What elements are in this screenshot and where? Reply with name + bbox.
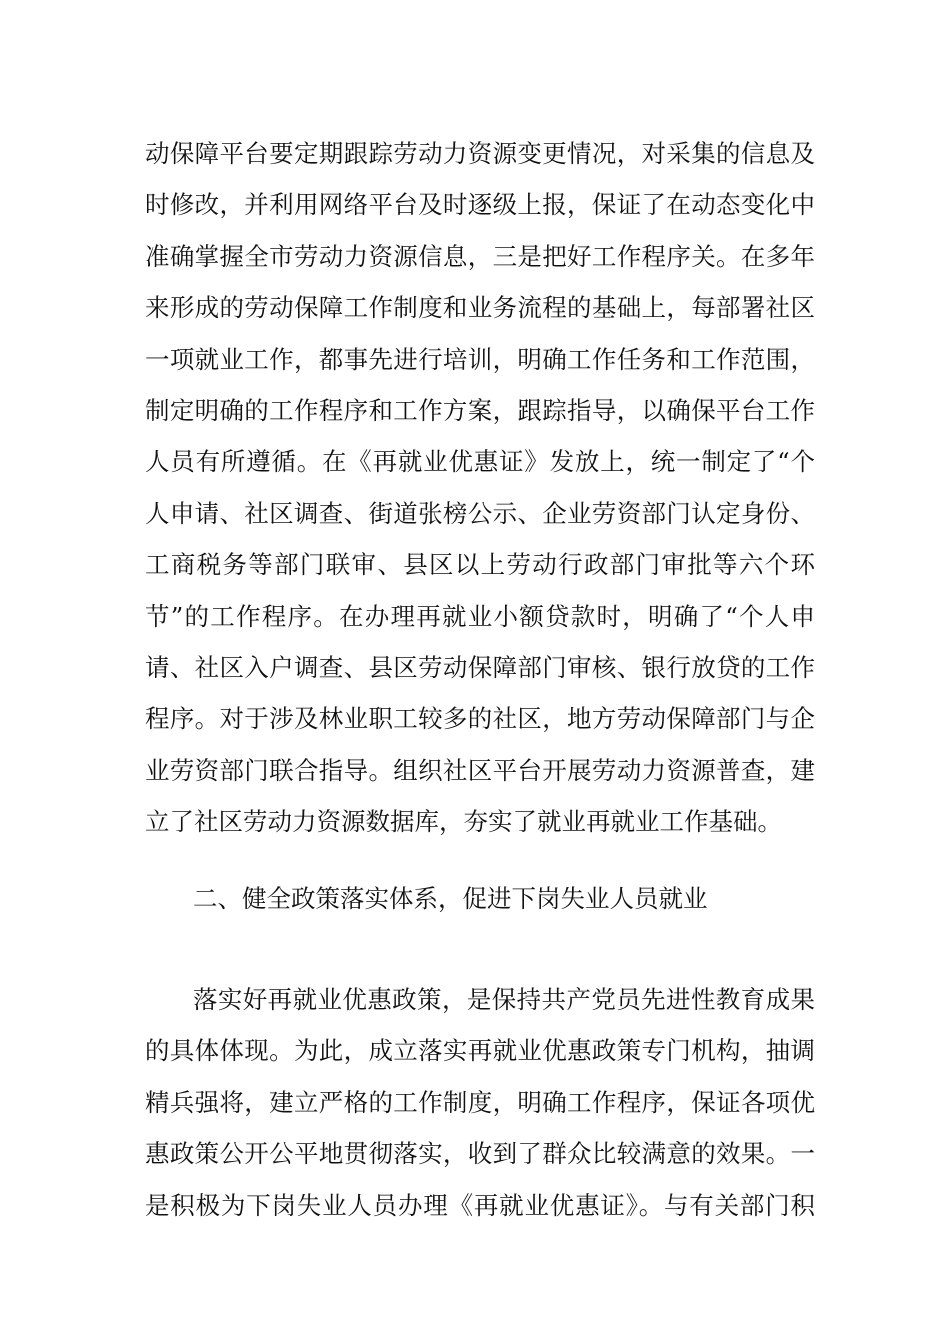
text-line: 惠政策公开公平地贯彻落实，收到了群众比较满意的效果。一 [145,1139,815,1169]
text-line: 人申请、社区调查、街道张榜公示、企业劳资部门认定身份、 [145,498,815,528]
text-line: 来形成的劳动保障工作制度和业务流程的基础上，每部署社区 [145,293,815,323]
text-line: 的具体体现。为此，成立落实再就业优惠政策专门机构，抽调 [145,1036,815,1066]
paragraph-continued [145,128,815,847]
section-heading-text: 二、健全政策落实体系，促进下岗失业人员就业 [193,884,708,913]
text-line: 准确掌握全市劳动力资源信息，三是把好工作程序关。在多年 [145,241,815,271]
text-line: 工商税务等部门联审、县区以上劳动行政部门审批等六个环 [145,550,815,580]
text-line: 动保障平台要定期跟踪劳动力资源变更情况，对采集的信息及 [145,139,815,168]
text-line: 节”的工作程序。在办理再就业小额贷款时，明确了“个人申 [145,601,815,631]
text-line: 时修改，并利用网络平台及时逐级上报，保证了在动态变化中 [145,190,815,220]
text-line: 程序。对于涉及林业职工较多的社区，地方劳动保障部门与企 [145,704,815,734]
text-line: 是积极为下岗失业人员办理《再就业优惠证》。与有关部门积 [145,1190,815,1220]
section-heading [145,873,815,924]
text-line: 请、社区入户调查、县区劳动保障部门审核、银行放贷的工作 [145,652,815,682]
text-line: 人员有所遵循。在《再就业优惠证》发放上，统一制定了“个 [145,447,815,477]
text-line: 业劳资部门联合指导。组织社区平台开展劳动力资源普查，建 [145,755,815,785]
text-line: 立了社区劳动力资源数据库，夯实了就业再就业工作基础。 [145,807,782,837]
text-line: 制定明确的工作程序和工作方案，跟踪指导，以确保平台工作 [145,395,815,425]
text-line: 落实好再就业优惠政策，是保持共产党员先进性教育成果 [193,985,815,1014]
text-line: 精兵强将，建立严格的工作制度，明确工作程序，保证各项优 [145,1087,815,1117]
paragraph [145,974,815,1231]
text-line: 一项就业工作，都事先进行培训，明确工作任务和工作范围， [145,344,815,374]
